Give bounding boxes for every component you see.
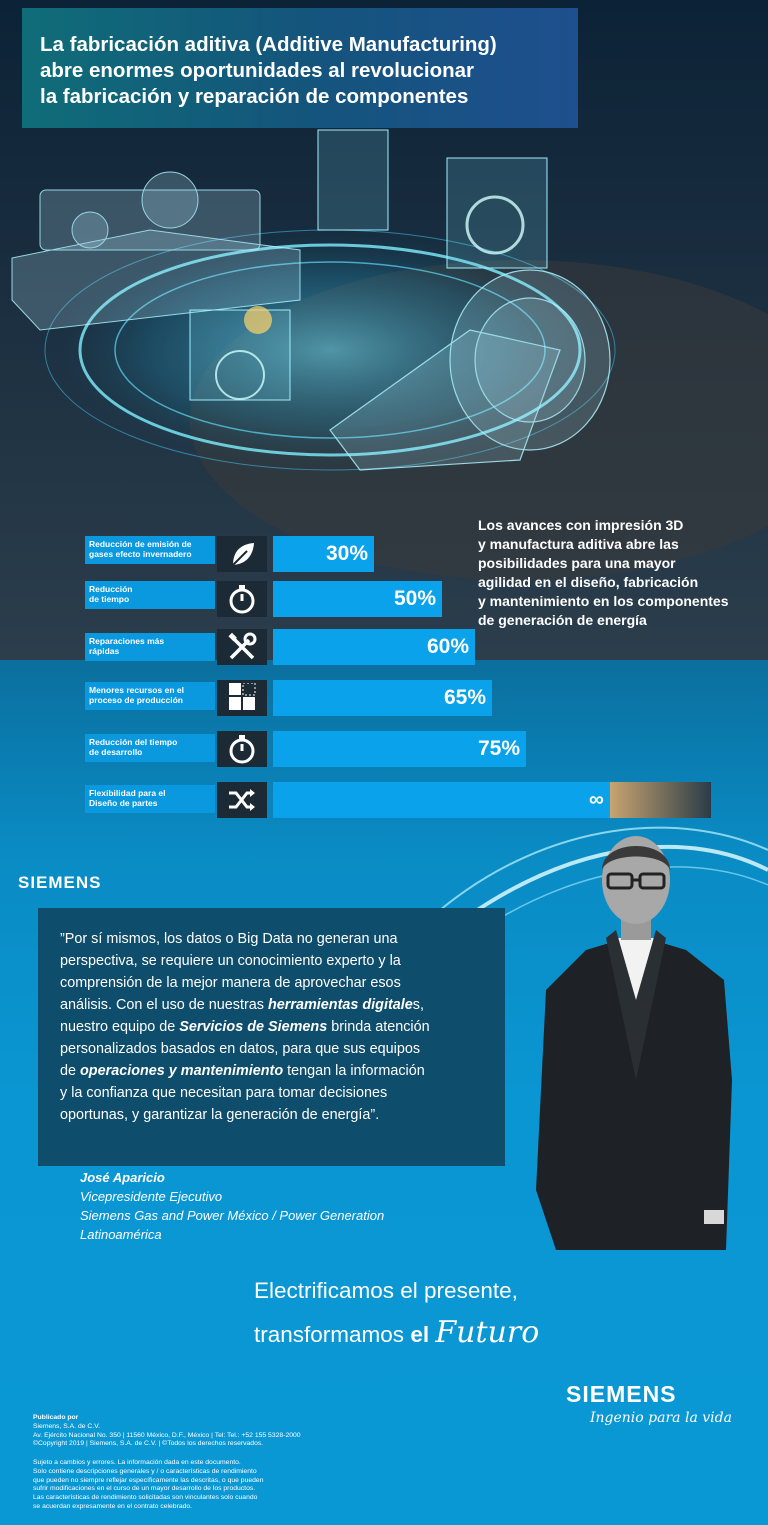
stat-bar [273, 731, 526, 767]
quote-text: s, [412, 997, 424, 1013]
stat-bar [273, 680, 492, 716]
stat-label-line: Menores recursos en el [89, 685, 184, 695]
slogan-word-bold: el [410, 1322, 430, 1347]
quote-emphasis: herramientas digitale [268, 997, 413, 1013]
stat-label-line: de tiempo [89, 594, 130, 604]
intro-line: y manufactura aditiva abre las [478, 536, 679, 552]
stat-icon-box [217, 680, 267, 716]
quote-line: perspectiva, se requiere un conocimiento experto y la [60, 953, 401, 969]
quote-text: brinda atención [331, 1019, 430, 1035]
stat-label-line: Reducción del tiempo [89, 737, 178, 747]
slogan [254, 1270, 539, 1356]
quote-emphasis: Servicios de Siemens [179, 1019, 328, 1035]
quote-line [60, 994, 483, 1016]
brand-tagline: Ingenio para la vida [590, 1410, 732, 1426]
disclaimer-line: que pueden no siempre reflejar específicamente las descritas, o que pueden [33, 1476, 264, 1484]
slogan-word-script: Futuro [435, 1315, 540, 1350]
stat-label [85, 734, 215, 762]
stat-value: 50% [393, 587, 436, 610]
disclaimer-line: Solo contiene descripciones generales y / o características de rendimiento [33, 1467, 257, 1475]
publisher-head: Publicado por [33, 1414, 79, 1421]
stat-icon-box [217, 581, 267, 617]
intro-line: agilidad en el diseño, fabricación [478, 574, 699, 590]
stat-bar [273, 581, 442, 617]
stopwatch-icon [227, 584, 257, 614]
quote-box [38, 908, 505, 1166]
signature [80, 1168, 384, 1244]
publisher-line: Siemens, S.A. de C.V. [33, 1422, 100, 1430]
blocks-icon [227, 683, 257, 713]
stat-icon-box [217, 782, 267, 818]
quote-text: análisis. Con el uso de nuestras [60, 997, 264, 1013]
quote-line: oportunas, y garantizar la generación de energía”. [60, 1107, 380, 1123]
stat-value: 75% [477, 737, 520, 760]
quote-line: personalizados basados en datos, para que sus equipos [60, 1041, 421, 1057]
executive-portrait [536, 830, 732, 1250]
stat-label [85, 633, 215, 661]
stat-label [85, 536, 215, 564]
publisher-info [33, 1414, 301, 1449]
publisher-line: Av. Ejército Nacional No. 350 | 11560 México, D.F., México | Tel: Tel.: +52 155 5328-2000 [33, 1431, 301, 1439]
disclaimer [33, 1459, 263, 1512]
stat-label-line: Reducción de emisión de [89, 539, 192, 549]
shuffle-icon [227, 785, 257, 815]
signature-role: Vicepresidente Ejecutivo [80, 1189, 223, 1204]
stat-label-line: Flexibilidad para el [89, 788, 166, 798]
quote-line: comprensión de la mejor manera de aprovechar esos [60, 975, 401, 991]
stat-icon-box [217, 536, 267, 572]
stat-label-line: de desarrollo [89, 747, 143, 757]
stat-label-line: Reducción [89, 584, 133, 594]
leaf-icon [227, 539, 257, 569]
disclaimer-line: se acuerdan expresamente en el contrato celebrado. [33, 1502, 193, 1510]
disclaimer-line: Sujeto a cambios y errores. La información dada en este documento. [33, 1459, 241, 1466]
signature-company: Siemens Gas and Power México / Power Generation [80, 1208, 385, 1223]
slogan-word: transformamos [254, 1322, 405, 1347]
stat-value: 30% [325, 542, 368, 565]
quote-text: nuestro equipo de [60, 1019, 176, 1035]
stat-label [85, 682, 215, 710]
siemens-logo-mid: SIEMENS [18, 873, 102, 892]
stat-value: 60% [426, 635, 469, 658]
stat-label-line: rápidas [89, 646, 120, 656]
signature-region: Latinoamérica [80, 1227, 162, 1242]
intro-line: de generación de energía [478, 612, 647, 628]
stat-label [85, 581, 215, 609]
stat-label-line: Diseño de partes [89, 798, 158, 808]
disclaimer-line: sufrir modificaciones en el curso de un mayor desarrollo de los productos. [33, 1485, 256, 1493]
stat-label-line: gases efecto invernadero [89, 549, 192, 559]
stat-bar [273, 629, 475, 665]
quote-text: tengan la información [287, 1063, 425, 1079]
slogan-line-1: Electrificamos el presente, [254, 1278, 518, 1303]
headline-line-1: La fabricación aditiva (Additive Manufacturing) [40, 33, 497, 56]
disclaimer-line: Las características de rendimiento solicitadas son vinculantes solo cuando [33, 1494, 258, 1502]
quote-line: y la confianza que necesitan para tomar decisiones [60, 1085, 388, 1101]
quote-line: ”Por sí mismos, los datos o Big Data no generan una [60, 931, 398, 947]
stat-value: 65% [443, 686, 486, 709]
tools-icon [227, 632, 257, 662]
stat-label-line: proceso de producción [89, 695, 183, 705]
stat-bar [273, 536, 374, 572]
slogan-line-2 [254, 1312, 539, 1356]
siemens-logo: SIEMENS [566, 1381, 677, 1407]
headline-line-2: abre enormes oportunidades al revolucionar [40, 59, 475, 82]
publisher-line: ©Copyright 2019 | Siemens, S.A. de C.V. | ©Todos los derechos reservados. [33, 1440, 264, 1448]
quote-emphasis: operaciones y mantenimiento [80, 1063, 284, 1079]
stat-icon-box [217, 629, 267, 665]
headline-box [22, 8, 578, 128]
intro-line: posibilidades para una mayor [478, 555, 676, 571]
intro-line: y mantenimiento en los componentes [478, 593, 729, 609]
quote-line [60, 1016, 483, 1038]
quote-line [60, 1060, 483, 1082]
intro-line: Los avances con impresión 3D [478, 517, 684, 533]
stat-value: ∞ [589, 788, 604, 811]
intro-text [478, 516, 768, 630]
quote-text: de [60, 1063, 77, 1079]
signature-name: José Aparicio [80, 1170, 165, 1185]
stat-label [85, 785, 215, 813]
stat-icon-box [217, 731, 267, 767]
stopwatch-icon [227, 734, 257, 764]
stat-label-line: Reparaciones más [89, 636, 165, 646]
headline-line-3: la fabricación y reparación de componentes [40, 85, 469, 108]
